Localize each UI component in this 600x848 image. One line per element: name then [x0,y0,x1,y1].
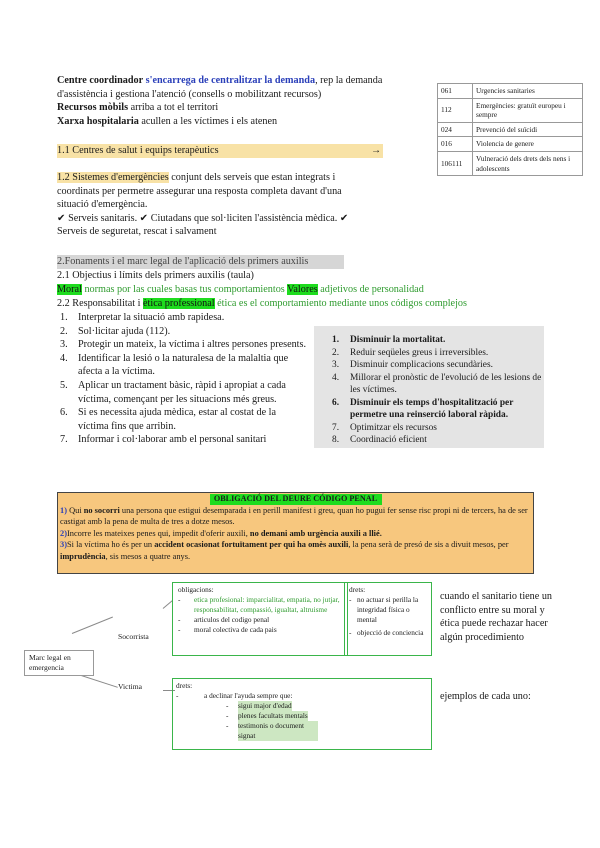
intro-block [57,74,429,128]
penal-code-box [57,492,534,574]
connector-line [72,617,113,634]
table-row: 106111 Vulneració dels drets dels nens i adolescents [438,151,583,175]
table-row: 061 Urgencies sanitaries [438,84,583,99]
section-1-2: 1.2 Sistemes d'emergències conjunt dels serveis que estan integrats i coordinats per permetre assegurar una resposta completa davant d'una situació d'emergència. ✔ Serveis sanitaris. ✔ Ciutadans que sol·liciten l'assistència mèdica. ✔ Serveis de seguretat, rescat i salvament [57,172,349,238]
list-item: 5. Aplicar un tractament bàsic, ràpid i apropiat a cada víctima, començant per les situacions més greus. [60,379,286,405]
victima-node: Victima [118,682,143,691]
list-item: 2. Reduir seqüeles greus i irreversibles. [332,347,489,358]
obligations-content: obligacions: - etica profesional: imparcialitat, empatia, no jutjar, responsabilitat, compassió, igualtat, altruisme - articulos del codigo penal - moral colectiva de cada pais [178,585,340,634]
list-item: 8. Coordinació eficient [332,435,427,445]
victim-rights-content: drets: - a declinar l'ayuda sempre que: - sigui major d'edad - plenes facultats mentals - testimonis o document signat [176,681,428,741]
penal-title: OBLIGACIÓ DEL DEURE CÓDIGO PENAL [210,494,382,505]
list-item: 2. Sol·licitar ajuda (112). [60,325,171,337]
list-item: 6. Si es necessita ajuda mèdica, estar al costat de la víctima fins que arribin. [60,407,277,432]
rights-content: drets: - no actuar si perilla la integridad física o mental - objecció de conciencia [349,585,424,637]
section-1-1-heading: 1.1 Centres de salut i equips terapèutics → [57,145,382,156]
section-2-2-line: 2.2 Responsabilitat i ètica professional ética es el comportamiento mediante unos códigos complejos [57,298,467,309]
intro-line-1: Centre coordinador s'encarrega de centralitzar la demanda, rep la demanda [57,75,383,86]
list-item: 7. Optimitzar els recursos [332,422,437,433]
list-item: 4. Millorar el pronòstic de l'evolució de les lesions de les víctimes. [332,372,542,395]
services-table [437,83,583,176]
penal-paragraph-3: 3)Si la víctima ho és per un accident ocasionat fortuïtament per qui ha omès auxili, la pena serà de presó de sis a divuit mesos, per imprudència, sis mesos a quatre anys. [60,540,509,561]
list-item: 6. Disminuir els temps d'hospitalització per permetre una reinserció laboral ràpida. [332,397,514,420]
socorrista-node: Socorrista [118,632,149,641]
penal-paragraph-1: 1) Qui no socorri una persona que estigui desemparada i en perill manifest i greu, quan ho pugui fer sense risc propi ni de tercers, ha de ser castigat amb la pena de multa de tres a dotze mesos. [60,505,528,526]
moral-valores-line: Moral normas por las cuales basas tus comportamientos Valores adjetivos de personalidad [57,284,424,295]
root-node: Marc legal en emergencia [24,650,94,676]
table-row: 024 Prevenció del suïcidi [438,122,583,137]
table-row: 112 Emergències: gratuït europeu i sempre [438,98,583,122]
penal-paragraph-2: 2)Incorre les mateixes penes qui, impedit d'oferir auxili, no demani amb urgència auxili a llié. [60,528,382,538]
list-item: 4. Identificar la lesió o la naturalesa de la malaltia que afecta a la víctima. [60,352,289,378]
intro-line-3: Recursos mòbils arriba a tot el territori [57,102,219,114]
list-item: 7. Informar i col·laborar amb el personal sanitari [60,434,267,446]
list-item: 3. Disminuir complicacions secundàries. [332,360,493,370]
list-item: 3. Protegir un mateix, la víctima i altres persones presents. [60,339,307,351]
side-note-examples: ejemplos de cada uno: [440,691,531,702]
list-item: 1. Disminuir la mortalitat. [332,335,446,345]
table-row: 016 Violencia de genere [438,137,583,152]
goals-box [314,326,544,448]
section-2-heading: 2.Fonaments i el marc legal de l'aplicació dels primers auxilis [57,255,344,269]
list-item: 1. Interpretar la situació amb rapidesa. [60,312,225,323]
intro-line-4: Xarxa hospitalaria acullen a les víctimes i els atenen [57,115,278,127]
section-1-2-title: 1.2 Sistemes d'emergències [57,172,169,183]
side-note-conflict: cuando el sanitario tiene un conflicto entre su moral y ética puede rechazar hacer algún procedimiento [440,591,553,643]
section-2-1-heading: 2.1 Objectius i límits dels primers auxilis (taula) [57,270,254,281]
goals-list [332,334,542,447]
intro-line-2: d'assistència i gestiona l'atenció (consells o mobilitzant recursos) [57,88,322,100]
arrow-right-icon: → [371,145,382,156]
steps-list [60,311,308,447]
